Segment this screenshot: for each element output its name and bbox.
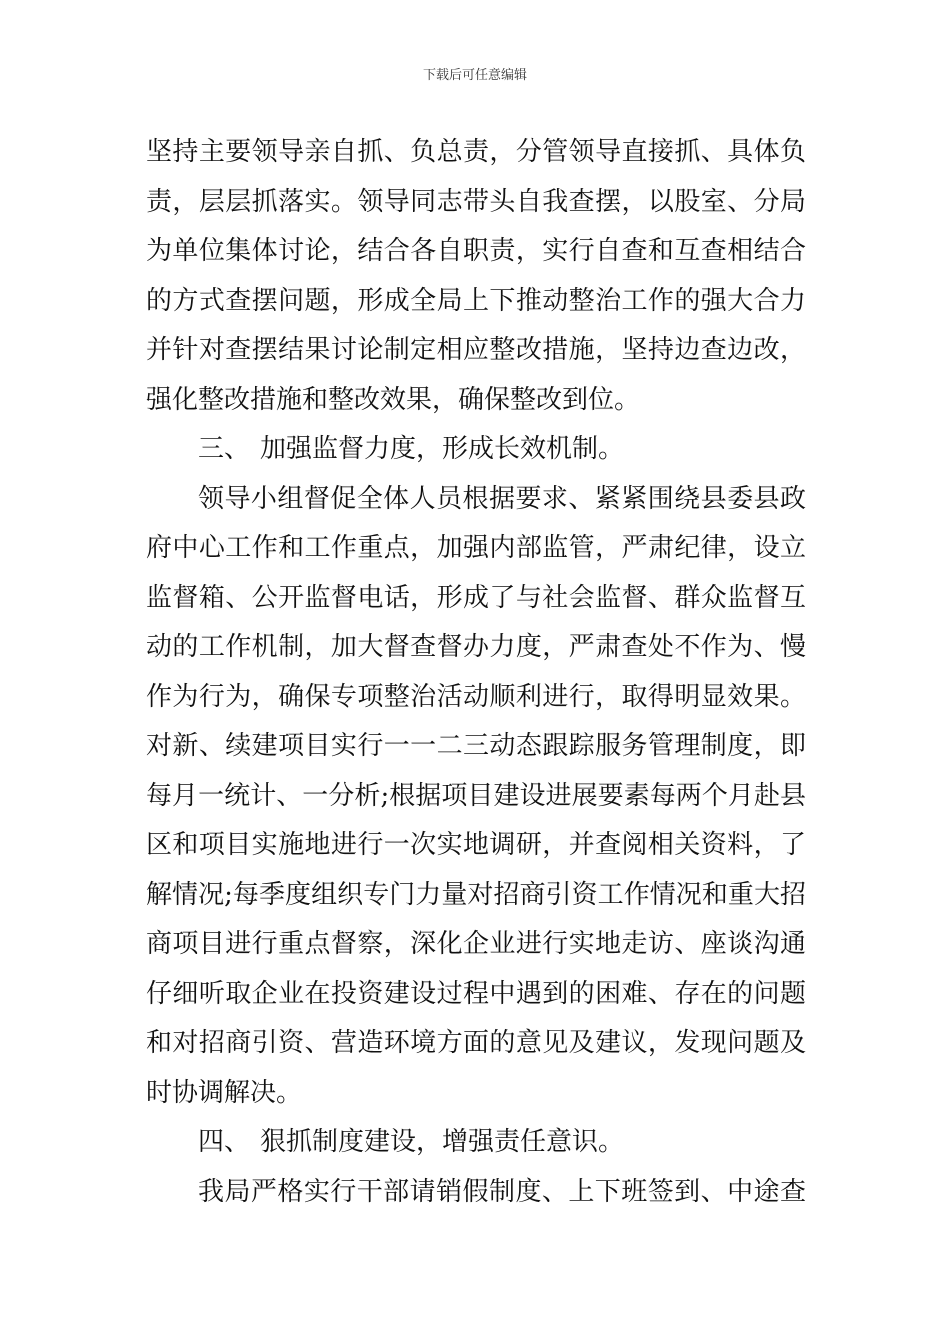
section-title: 加强监督力度，形成长效机制。 <box>260 434 625 464</box>
paragraph-line: 解情况;每季度组织专门力量对招商引资工作情况和重大招 <box>146 879 806 910</box>
paragraph-line: 坚持主要领导亲自抓、负总责，分管领导直接抓、具体负 <box>146 137 806 167</box>
paragraph-line: 我局严格实行干部请销假制度、上下班签到、中途查 <box>198 1176 806 1207</box>
section-heading-4 <box>146 1118 806 1168</box>
paragraph-line: 的方式查摆问题，形成全局上下推动整治工作的强大合力 <box>146 285 806 316</box>
section-number: 四、 <box>198 1127 251 1157</box>
paragraph-line: 监督箱、公开监督电话，形成了与社会监督、群众监督互 <box>146 582 806 613</box>
paragraph-line: 区和项目实施地进行一次实地调研，并查阅相关资料，了 <box>146 830 806 860</box>
paragraph-line: 每月一统计、一分析;根据项目建设进展要素每两个月赴县 <box>146 780 806 811</box>
paragraph-line: 商项目进行重点督察，深化企业进行实地走访、座谈沟通 <box>146 929 806 959</box>
document-body <box>146 128 806 1217</box>
paragraph-line: 作为行为，确保专项整治活动顺利进行，取得明显效果。 <box>146 681 806 712</box>
paragraph-line: 责，层层抓落实。领导同志带头自我查摆，以股室、分局 <box>146 186 806 217</box>
paragraph-line: 对新、续建项目实行一一二三动态跟踪服务管理制度，即 <box>146 731 806 761</box>
paragraph-line: 府中心工作和工作重点，加强内部监管，严肃纪律，设立 <box>146 533 806 563</box>
section-number: 三、 <box>198 434 251 464</box>
paragraph-line: 领导小组督促全体人员根据要求、紧紧围绕县委县政 <box>198 483 806 514</box>
page-header: 下载后可任意编辑 <box>422 68 527 83</box>
paragraph-line: 动的工作机制，加大督查督办力度，严肃查处不作为、慢 <box>146 632 806 662</box>
paragraph-line: 时协调解决。 <box>146 1077 303 1108</box>
section-title: 狠抓制度建设，增强责任意识。 <box>260 1127 625 1157</box>
paragraph-line: 仔细听取企业在投资建设过程中遇到的困难、存在的问题 <box>146 978 806 1009</box>
paragraph-line: 和对招商引资、营造环境方面的意见及建议，发现问题及 <box>146 1028 806 1058</box>
paragraph-line: 并针对查摆结果讨论制定相应整改措施，坚持边查边改， <box>146 335 806 365</box>
paragraph-line: 强化整改措施和整改效果，确保整改到位。 <box>146 384 641 415</box>
paragraph-line: 为单位集体讨论，结合各自职责，实行自查和互查相结合 <box>146 236 806 266</box>
section-heading-3 <box>146 425 806 475</box>
